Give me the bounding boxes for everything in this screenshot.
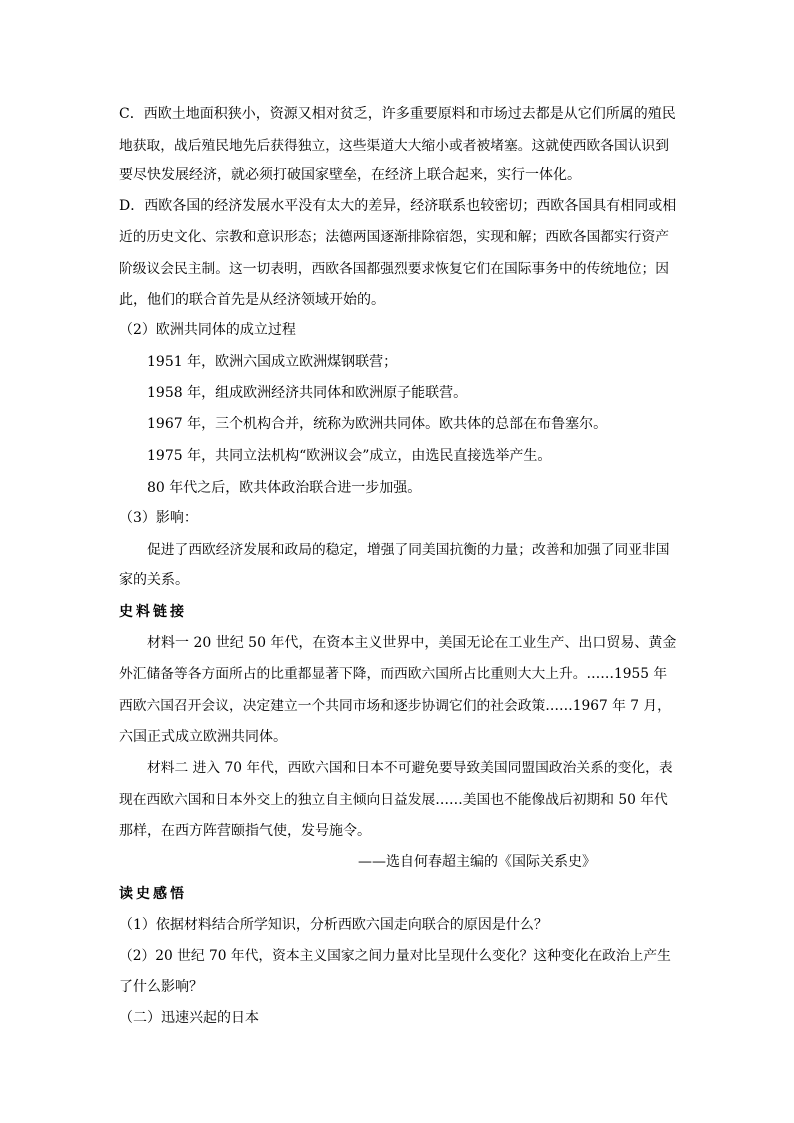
question-2-line-1: （2）20 世纪 70 年代，资本主义国家之间力量对比呈现什么变化？这种变化在政治上产生 <box>119 948 671 964</box>
question-1: （1）依据材料结合所学知识，分析西欧六国走向联合的原因是什么？ <box>119 917 548 933</box>
option-d-line-3: 阶级议会民主制。这一切表明，西欧各国都强烈要求恢复它们在国际事务中的传统地位；因 <box>119 261 670 277</box>
option-c-line-2: 地获取，战后殖民地先后获得独立，这些渠道大大缩小或者被堵塞。这就使西欧各国认识到 <box>119 138 670 154</box>
source-citation: ——选自何春超主编的《国际关系史》 <box>358 854 596 870</box>
timeline-80s: 80 年代之后，欧共体政治联合进一步加强。 <box>147 480 422 496</box>
material-2-line-2: 现在西欧六国和日本外交上的独立自主倾向日益发展……美国也不能像战后初期和 50 年代 <box>119 792 668 808</box>
historical-materials-heading: 史料链接 <box>119 604 187 620</box>
material-1-line-2: 外汇储备等各方面所占的比重都显著下降，而西欧六国所占比重则大大上升。……1955 年 <box>119 666 668 682</box>
option-d-line-2: 近的历史文化、宗教和意识形态；法德两国逐渐排除宿怨，实现和解；西欧各国都实行资产 <box>119 229 670 245</box>
timeline-1975: 1975 年，共同立法机构“欧洲议会”成立，由选民直接选举产生。 <box>147 448 552 464</box>
section-japan-heading: （二）迅速兴起的日本 <box>119 1010 259 1026</box>
impact-line-2: 家的关系。 <box>119 572 189 588</box>
option-d-line-4: 此，他们的联合首先是从经济领域开始的。 <box>119 292 385 308</box>
section-2-heading: （2）欧洲共同体的成立过程 <box>119 322 296 338</box>
section-3-heading: （3）影响： <box>119 510 198 526</box>
material-1-line-1: 材料一 20 世纪 50 年代，在资本主义世界中，美国无论在工业生产、出口贸易、黄金 <box>147 635 677 651</box>
option-d-line-1: D．西欧各国的经济发展水平没有太大的差异，经济联系也较密切；西欧各国具有相同或相 <box>119 198 677 214</box>
material-2-line-3: 那样，在西方阵营颐指气使，发号施令。 <box>119 823 371 839</box>
impact-line-1: 促进了西欧经济发展和政局的稳定，增强了同美国抗衡的力量；改善和加强了同亚非国 <box>147 542 670 558</box>
material-1-line-3: 西欧六国召开会议，决定建立一个共同市场和逐步协调它们的社会政策……1967 年 7 月， <box>119 698 671 714</box>
timeline-1958: 1958 年，组成欧洲经济共同体和欧洲原子能联营。 <box>147 385 468 401</box>
question-2-line-2: 了什么影响？ <box>119 979 203 995</box>
material-1-line-4: 六国正式成立欧洲共同体。 <box>119 729 287 745</box>
timeline-1967: 1967 年，三个机构合并，统称为欧洲共同体。欧共体的总部在布鲁塞尔。 <box>147 416 608 432</box>
option-c-line-3: 要尽快发展经济，就必须打破国家壁垒，在经济上联合起来，实行一体化。 <box>119 167 581 183</box>
timeline-1951: 1951 年，欧洲六国成立欧洲煤钢联营； <box>147 354 398 370</box>
material-2-line-1: 材料二 进入 70 年代，西欧六国和日本不可避免要导致美国同盟国政治关系的变化，表 <box>147 760 673 776</box>
reading-reflection-heading: 读史感悟 <box>119 886 187 902</box>
option-c-line-1: C．西欧土地面积狭小，资源又相对贫乏，许多重要原料和市场过去都是从它们所属的殖民 <box>119 106 676 122</box>
